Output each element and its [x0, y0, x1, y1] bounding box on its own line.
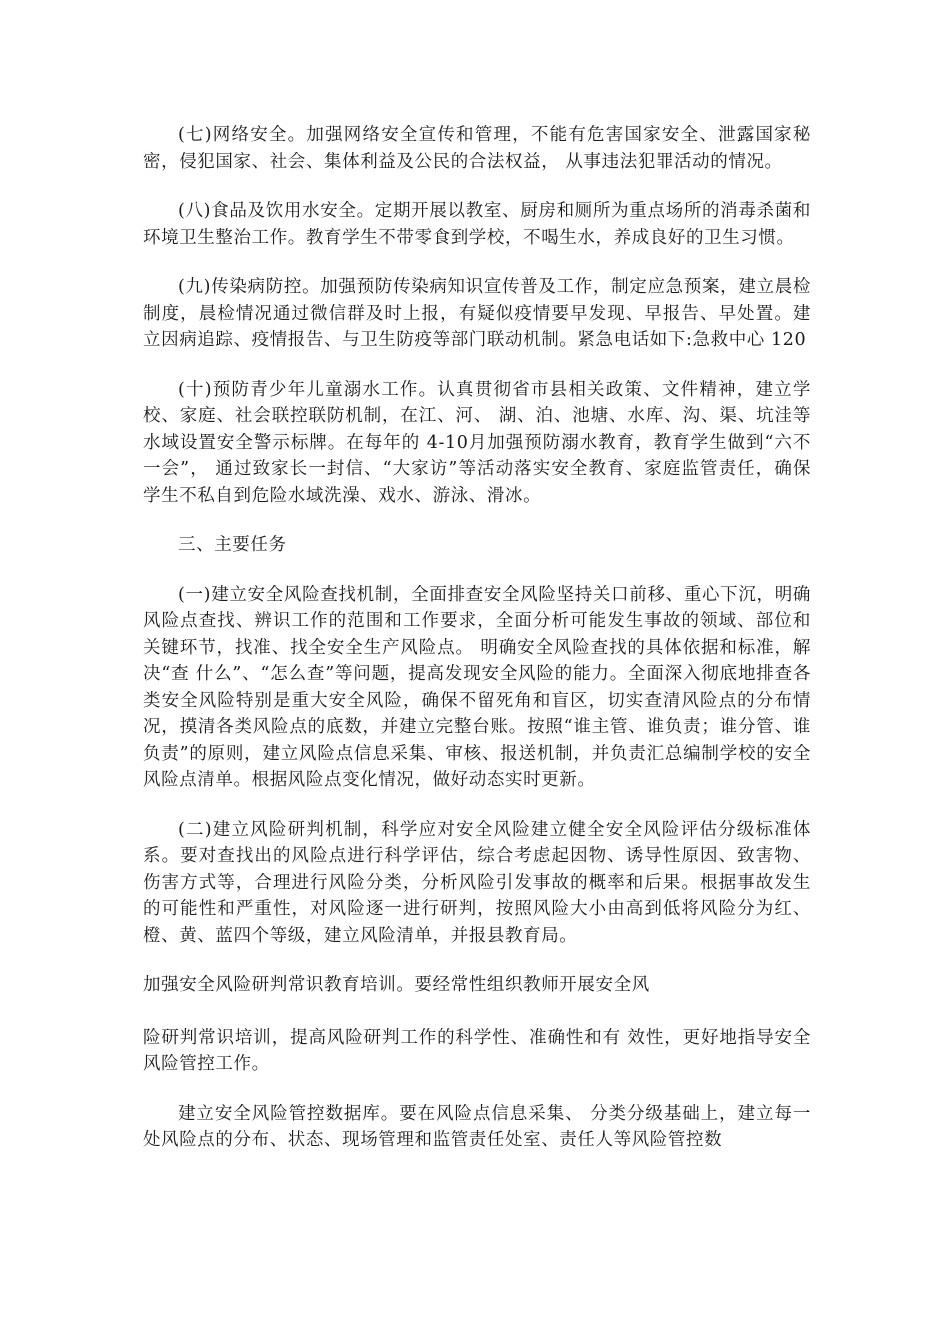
paragraph-training-line-2: 险研判常识培训，提高风险研判工作的科学性、准确性和有 效性，更好地指导安全风险管控工作。 — [143, 1027, 811, 1074]
paragraph-risk-finding-mechanism: (一)建立安全风险查找机制，全面排查安全风险坚持关口前移、重心下沉，明确风险点查找、辨识工作的范围和工作要求，全面分析可能发生事故的领域、部位和关键环节，找准、找全安全生产风险点。 明确安全风险查找的具体依据和标准，解决“查 什么”、“怎么查”等问题，提高发现安全风险的能力。全面深入彻底地排查各类安全风险特别是重大安全风险，确保不留死角和盲区，切实查清风险点的分布情况，摸清各类风险点的底数，并建立完整台账。按照“谁主管、谁负责；谁分管、谁负责”的原则，建立风险点信息采集、审核、报送机制，并负责汇总编制学校的安全风险点清单。根据风险点变化情况，做好动态实时更新。 — [143, 584, 811, 790]
paragraph-training-line-1: 加强安全风险研判常识教育培训。要经常性组织教师开展安全风 — [143, 975, 650, 995]
paragraph-network-security: (七)网络安全。加强网络安全宣传和管理，不能有危害国家安全、泄露国家秘密，侵犯国家、社会、集体利益及公民的合法权益， 从事违法犯罪活动的情况。 — [143, 125, 811, 172]
section-heading-main-tasks: 三、主要任务 — [178, 535, 287, 555]
document-body — [143, 122, 811, 1177]
paragraph-risk-database: 建立安全风险管控数据库。要在风险点信息采集、 分类分级基础上，建立每一处风险点的分布、状态、现场管理和监管责任处室、责任人等风险管控数 — [143, 1103, 811, 1150]
paragraph-epidemic-control: (九)传染病防控。加强预防传染病知识宣传普及工作，制定应急预案，建立晨检制度，晨检情况通过微信群及时上报，有疑似疫情要早发现、早报告、早处置。建立因病追踪、疫情报告、与卫生防疫等部门联动机制。紧急电话如下:急救中心 120 — [143, 277, 811, 350]
paragraph-food-water-safety: (八)食品及饮用水安全。定期开展以教室、厨房和厕所为重点场所的消毒杀菌和环境卫生整治工作。教育学生不带零食到学校，不喝生水，养成良好的卫生习惯。 — [143, 201, 811, 248]
paragraph-drowning-prevention: (十)预防青少年儿童溺水工作。认真贯彻省市县相关政策、文件精神，建立学校、家庭、社会联控联防机制，在江、河、 湖、泊、池塘、水库、沟、渠、坑洼等水域设置安全警示标牌。在每年的 4-10月加强预防溺水教育，教育学生做到“六不一会”， 通过致家长一封信、“大家访”等活动落实安全教育、家庭监管责任，确保学生不私自到危险水域洗澡、戏水、游泳、滑冰。 — [143, 379, 811, 506]
paragraph-risk-assessment-mechanism: (二)建立风险研判机制，科学应对安全风险建立健全安全风险评估分级标准体系。要对查找出的风险点进行科学评估，综合考虑起因物、诱导性原因、致害物、伤害方式等，合理进行风险分类，分析风险引发事故的概率和后果。根据事故发生的可能性和严重性，对风险逐一进行研判，按照风险大小由高到低将风险分为红、橙、黄、蓝四个等级，建立风险清单，并报县教育局。 — [143, 819, 811, 946]
